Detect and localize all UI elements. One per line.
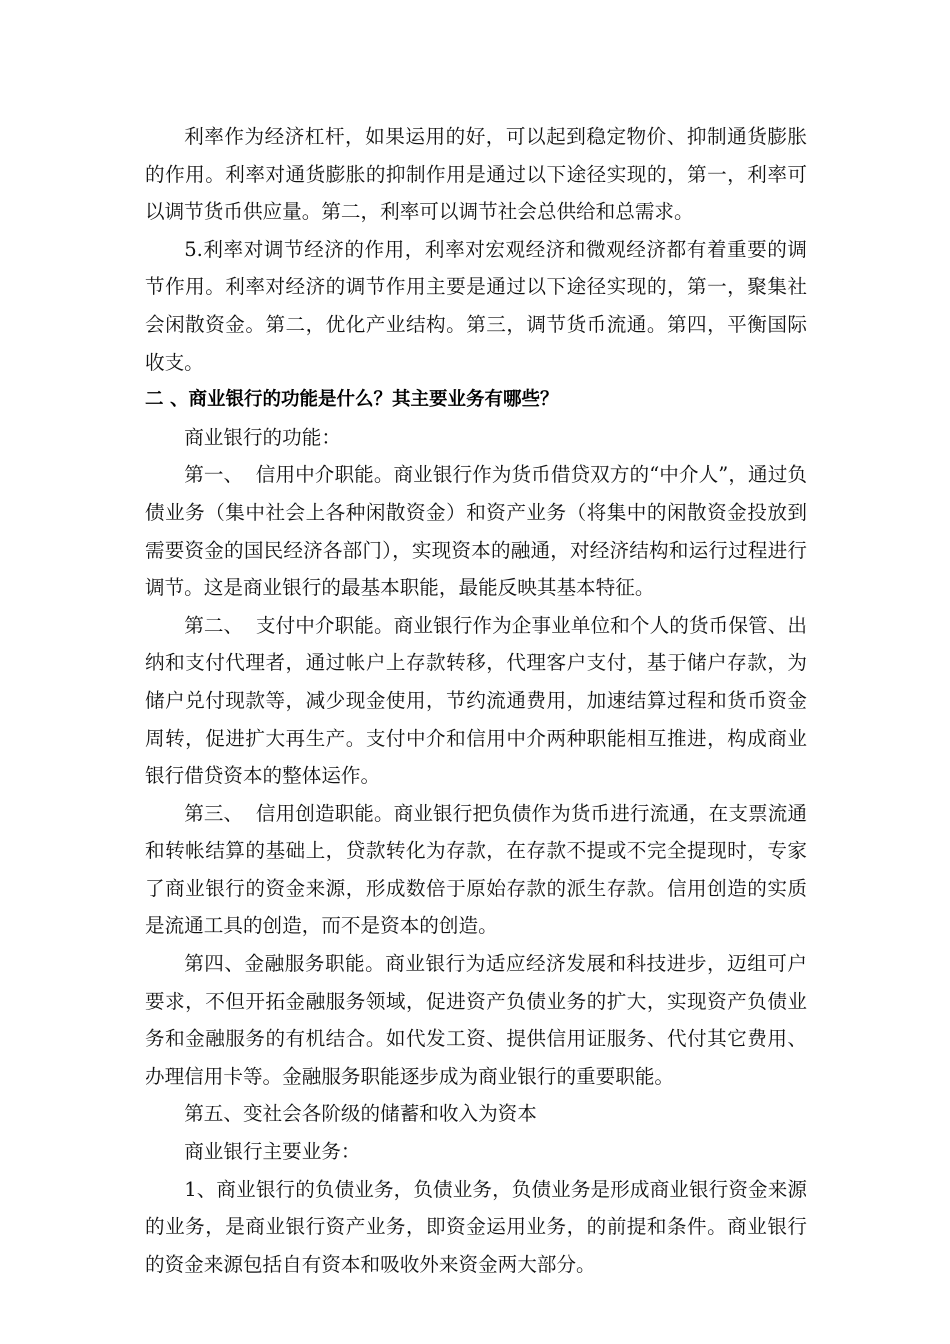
document-page: [145, 118, 807, 1283]
paragraph-liability-business: 1、商业银行的负债业务，负债业务，负债业务是形成商业银行资金来源的业务，是商业银行资产业务，即资金运用业务，的前提和条件。商业银行的资金来源包括自有资本和吸收外来资金两大部分。: [145, 1177, 807, 1276]
paragraph-interest-economy: 5.利率对调节经济的作用，利率对宏观经济和微观经济都有着重要的调节作用。利率对经济的调节作用主要是通过以下途径实现的，第一，聚集社会闲散资金。第二，优化产业结构。第三，调节货币流通。第四，平衡国际收支。: [145, 237, 807, 374]
paragraph-main-business-intro: 商业银行主要业务：: [184, 1140, 361, 1164]
paragraph-savings-to-capital: 第五、变社会各阶级的储蓄和收入为资本: [184, 1102, 537, 1126]
paragraph-credit-intermediary: 第一、 信用中介职能。商业银行作为货币借贷双方的“中介人”，通过负债业务（集中社会上各种闲散资金）和资产业务（将集中的闲散资金投放到需要资金的国民经济各部门），实现资本的融通，对经济结构和运行过程进行调节。这是商业银行的最基本职能，最能反映其基本特征。: [145, 463, 807, 600]
paragraph-bank-functions-intro: 商业银行的功能：: [184, 425, 341, 449]
paragraph-payment-intermediary: 第二、 支付中介职能。商业银行作为企事业单位和个人的货币保管、出纳和支付代理者，通过帐户上存款转移，代理客户支付，基于储户存款，为储户兑付现款等，减少现金使用，节约流通费用，加速结算过程和货币资金周转，促进扩大再生产。支付中介和信用中介两种职能相互推进，构成商业银行借贷资本的整体运作。: [145, 613, 807, 788]
section-heading-commercial-bank: 二 、商业银行的功能是什么？其主要业务有哪些？: [145, 389, 559, 411]
paragraph-financial-services: 第四、金融服务职能。商业银行为适应经济发展和科技进步，迈组可户要求，不但开拓金融服务领域，促进资产负债业务的扩大，实现资产负债业务和金融服务的有机结合。如代发工资、提供信用证服务、代付其它费用、办理信用卡等。金融服务职能逐步成为商业银行的重要职能。: [145, 952, 807, 1088]
paragraph-interest-inflation: 利率作为经济杠杆，如果运用的好，可以起到稳定物价、抑制通货膨胀的作用。利率对通货膨胀的抑制作用是通过以下途径实现的，第一，利率可以调节货币供应量。第二，利率可以调节社会总供给和总需求。: [145, 125, 807, 224]
paragraph-credit-creation: 第三、 信用创造职能。商业银行把负债作为货币进行流通，在支票流通和转帐结算的基础上，贷款转化为存款，在存款不提或不完全提现时，专家了商业银行的资金来源，形成数倍于原始存款的派生存款。信用创造的实质是流通工具的创造，而不是资本的创造。: [145, 801, 807, 938]
